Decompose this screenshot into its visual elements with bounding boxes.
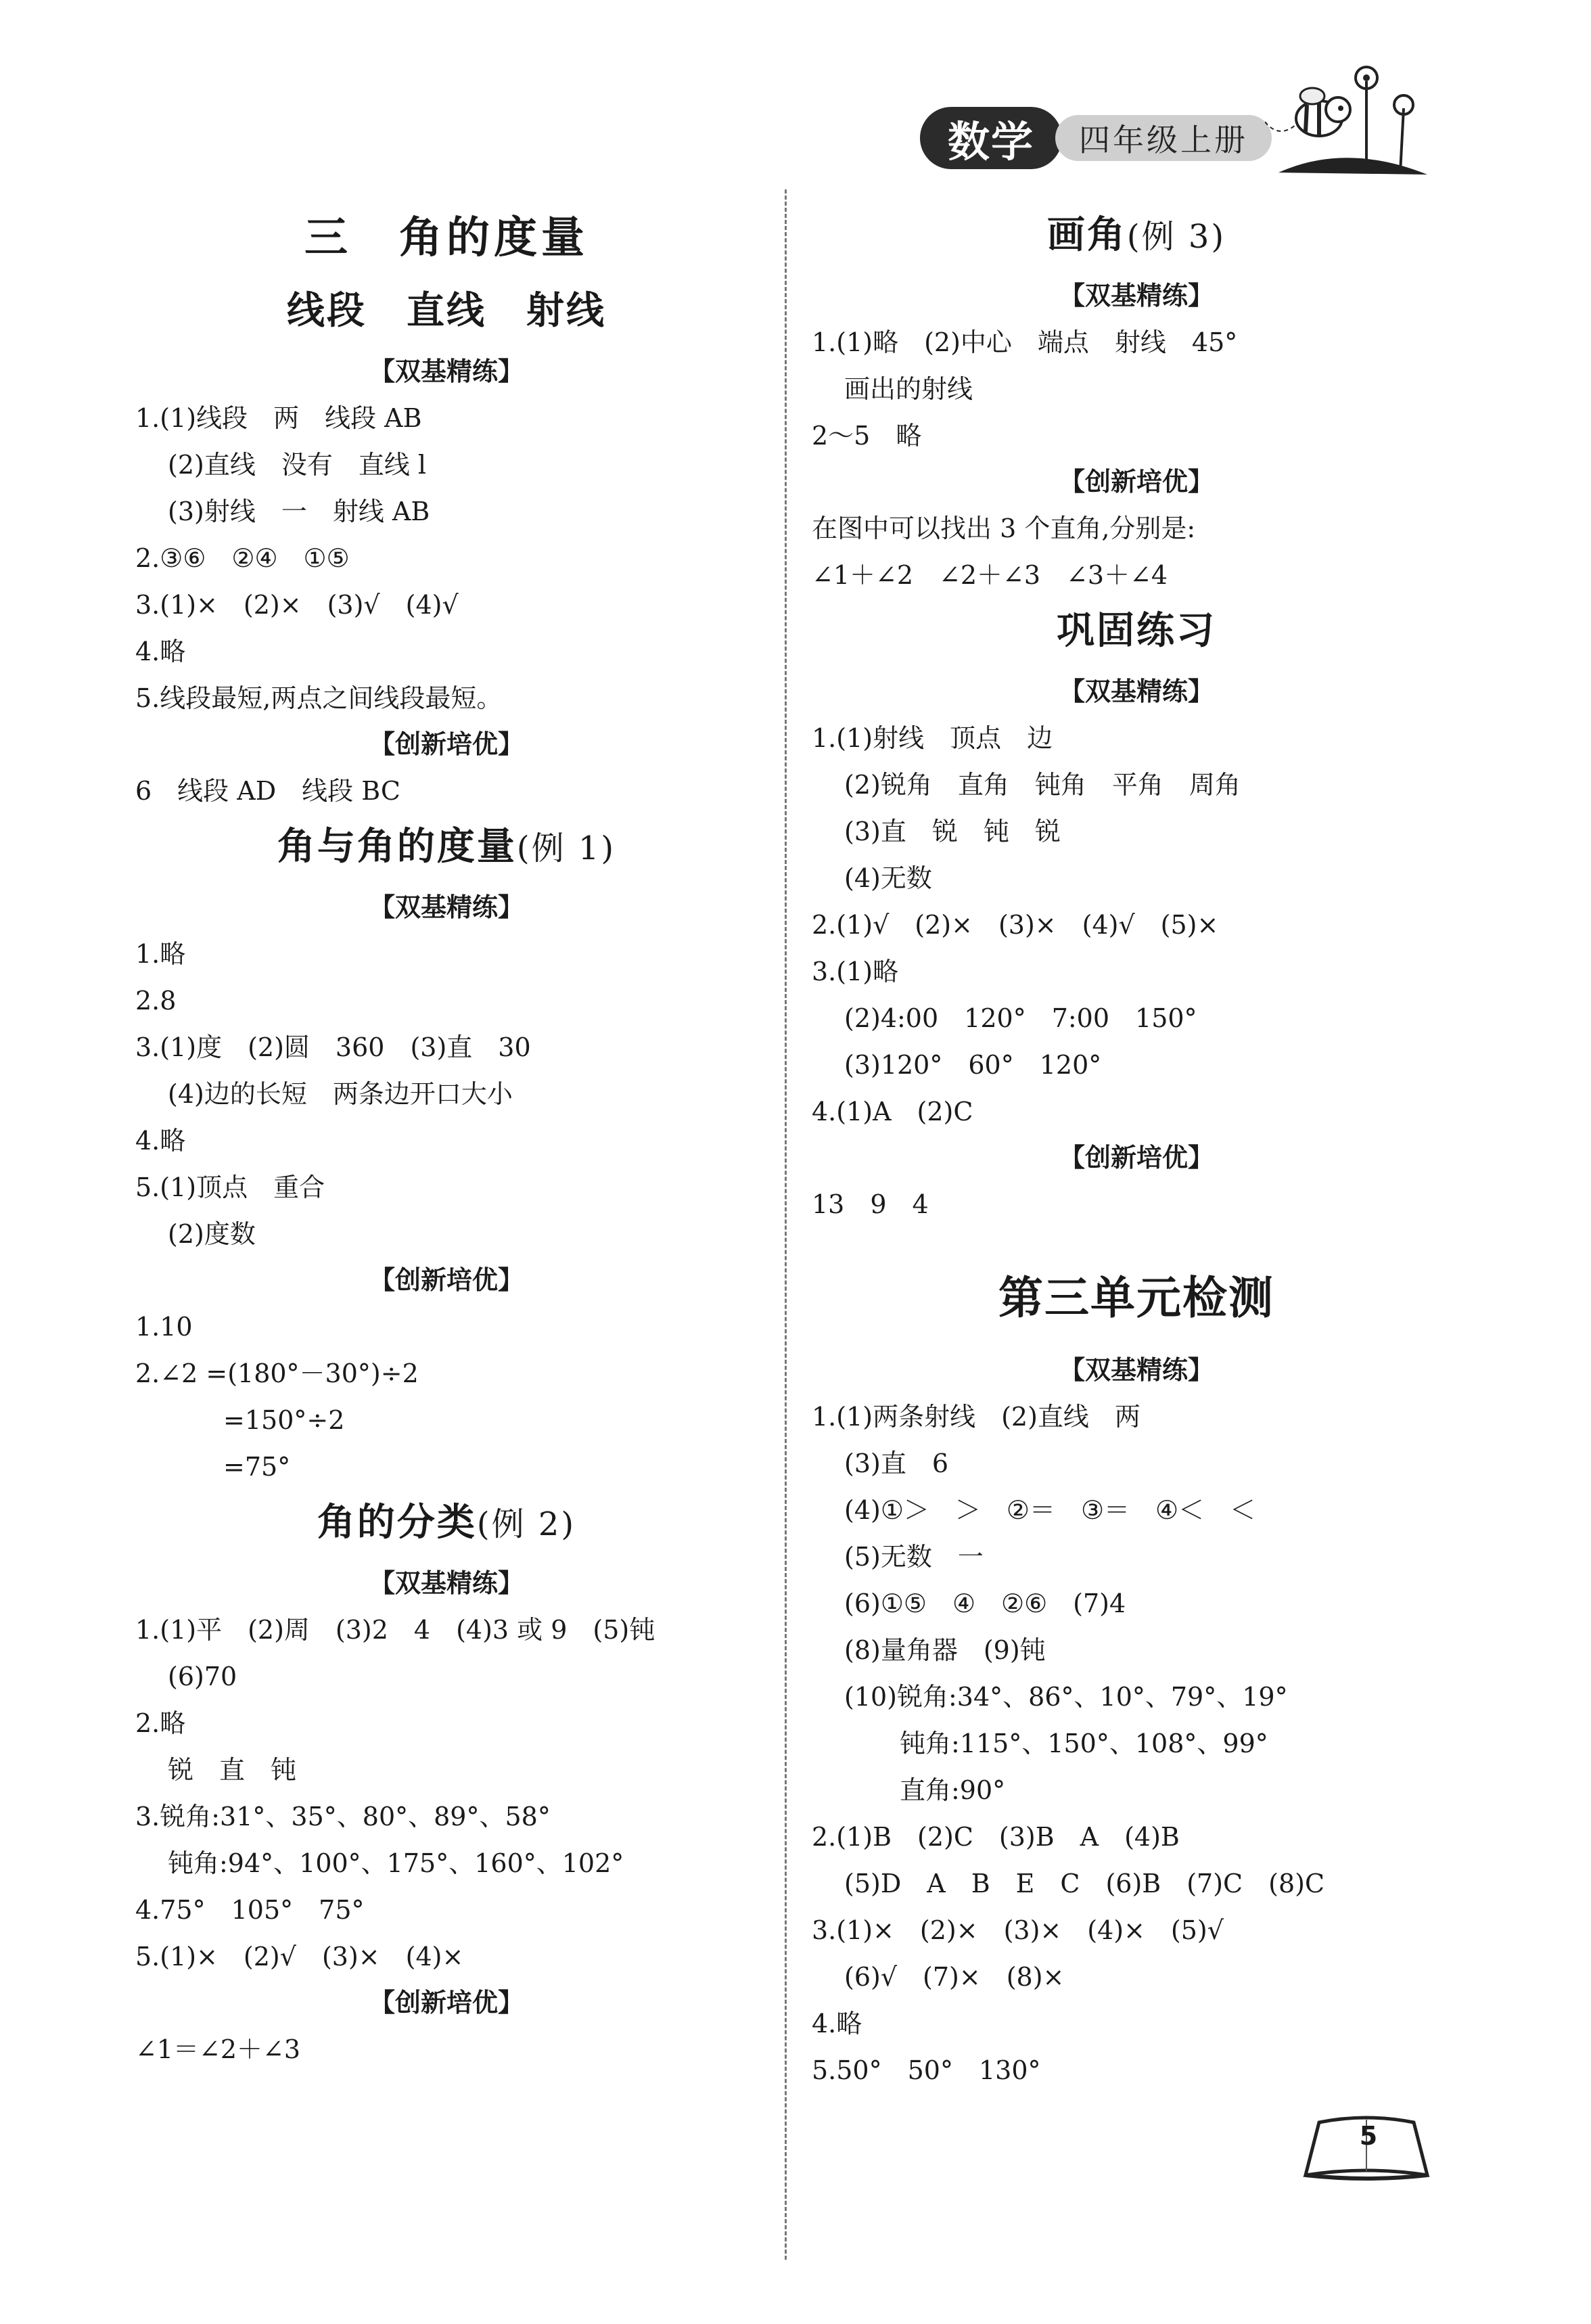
answer-line: 1.(1)线段 两 线段 AB <box>135 403 422 433</box>
section-tag: 【双基精练】 <box>1059 1355 1214 1385</box>
section-title <box>135 1497 758 1550</box>
answer-line: (6)70 <box>168 1662 237 1691</box>
answer-line: (10)锐角:34°、86°、10°、79°、19° <box>844 1682 1288 1712</box>
section-title <box>135 821 758 874</box>
bee-flower-icon <box>1265 54 1434 183</box>
section-title-text: 画角 <box>1046 213 1127 257</box>
answer-line: 3.(1)度 (2)圆 360 (3)直 30 <box>135 1032 531 1062</box>
answer-line: 5.(1)× (2)√ (3)× (4)× <box>135 1942 464 1972</box>
page-header <box>920 54 1434 183</box>
section-example: (例 1) <box>516 829 616 867</box>
answer-line: 4.略 <box>135 1126 186 1156</box>
section-tag: 【双基精练】 <box>369 892 524 922</box>
section-title-text: 角的分类 <box>317 1501 477 1545</box>
answer-line: 2.③⑥ ②④ ①⑤ <box>135 543 350 573</box>
section-tag: 【创新培优】 <box>1059 1143 1214 1172</box>
answer-line: (6)√ (7)× (8)× <box>844 1962 1065 1992</box>
answer-line: (3)射线 一 射线 AB <box>168 497 430 526</box>
answer-line: 4.略 <box>135 637 186 666</box>
answer-line: 3.(1)略 <box>812 957 899 986</box>
section-tag: 【双基精练】 <box>369 357 524 386</box>
answer-line: 1.(1)射线 顶点 边 <box>812 723 1053 753</box>
answer-line: 2.(1)√ (2)× (3)× (4)√ (5)× <box>812 910 1219 940</box>
grade-badge: 四年级上册 <box>1055 115 1272 161</box>
section-tag: 【创新培优】 <box>369 1265 524 1295</box>
answer-line: =150°÷2 <box>223 1405 345 1435</box>
section-title <box>812 210 1461 263</box>
unit-test-title: 第三单元检测 <box>998 1272 1274 1324</box>
answer-line: (4)①＞ ＞ ②＝ ③＝ ④＜ ＜ <box>844 1495 1256 1525</box>
chapter-title: 三 角的度量 <box>304 213 589 263</box>
section-tag: 【双基精练】 <box>1059 677 1214 706</box>
answer-line: 13 9 4 <box>812 1189 929 1219</box>
answer-line: 钝角:94°、100°、175°、160°、102° <box>168 1848 624 1878</box>
section-title-text: 线段 直线 射线 <box>287 289 606 333</box>
answer-line: 6 线段 AD 线段 BC <box>135 776 400 806</box>
answer-line: 4.略 <box>812 2009 862 2038</box>
answer-line: (3)直 6 <box>844 1449 949 1478</box>
answer-line: 2.∠2 =(180°－30°)÷2 <box>135 1359 419 1388</box>
answer-line: (2)锐角 直角 钝角 平角 周角 <box>844 770 1241 800</box>
answer-line: (2)度数 <box>168 1219 256 1249</box>
answer-line: (5)D A B E C (6)B (7)C (8)C <box>844 1869 1325 1898</box>
answer-line: 3.锐角:31°、35°、80°、89°、58° <box>135 1802 551 1831</box>
answer-line: ∠1＋∠2 ∠2＋∠3 ∠3＋∠4 <box>812 560 1168 590</box>
section-tag: 【双基精练】 <box>1059 281 1214 311</box>
answer-line: 锐 直 钝 <box>168 1755 297 1785</box>
answer-line: (8)量角器 (9)钝 <box>844 1635 1046 1665</box>
answer-line: 2.略 <box>135 1708 186 1738</box>
answer-line: 1.(1)平 (2)周 (3)2 4 (4)3 或 9 (5)钝 <box>135 1615 655 1645</box>
answer-line: 5.50° 50° 130° <box>812 2055 1041 2085</box>
answer-line: 3.(1)× (2)× (3)× (4)× (5)√ <box>812 1915 1224 1945</box>
answer-line: 5.线段最短,两点之间线段最短。 <box>135 683 503 713</box>
section-tag: 【创新培优】 <box>369 729 524 759</box>
answer-line: 4.75° 105° 75° <box>135 1895 365 1925</box>
answer-line: 在图中可以找出 3 个直角,分别是: <box>812 514 1196 543</box>
section-tag: 【双基精练】 <box>369 1568 524 1598</box>
answer-line: 1.(1)略 (2)中心 端点 射线 45° <box>812 327 1238 357</box>
left-column <box>135 203 758 2073</box>
answer-line: 5.(1)顶点 重合 <box>135 1172 325 1202</box>
answer-line: (6)①⑤ ④ ②⑥ (7)4 <box>844 1589 1126 1618</box>
answer-line: 1.略 <box>135 939 186 969</box>
answer-line: ∠1＝∠2＋∠3 <box>135 2034 301 2064</box>
answer-line: (2)4:00 120° 7:00 150° <box>844 1003 1197 1033</box>
answer-line: (4)边的长短 两条边开口大小 <box>168 1079 513 1109</box>
answer-line: 画出的射线 <box>844 374 973 404</box>
answer-line: (2)直线 没有 直线 l <box>168 450 427 480</box>
answer-line: 1.(1)两条射线 (2)直线 两 <box>812 1402 1140 1432</box>
answer-line: 2～5 略 <box>812 421 922 451</box>
section-tag: 【创新培优】 <box>369 1988 524 2018</box>
column-divider <box>785 189 787 2260</box>
answer-line: (5)无数 一 <box>844 1542 984 1572</box>
section-title <box>812 606 1461 658</box>
answer-line: 直角:90° <box>900 1775 1006 1805</box>
section-example: (例 2) <box>476 1505 576 1543</box>
answer-line: 钝角:115°、150°、108°、99° <box>900 1729 1268 1758</box>
section-tag: 【创新培优】 <box>1059 467 1214 497</box>
answer-line: 4.(1)A (2)C <box>812 1097 973 1126</box>
answer-line: =75° <box>223 1452 291 1482</box>
subject-badge: 数学 <box>920 107 1062 169</box>
answer-line: 2.(1)B (2)C (3)B A (4)B <box>812 1822 1180 1852</box>
answer-line: (3)直 锐 钝 锐 <box>844 817 1061 846</box>
page-number: 5 <box>1359 2121 1378 2151</box>
answer-line: 1.10 <box>135 1312 193 1342</box>
answer-line: 2.8 <box>135 986 177 1016</box>
section-title <box>135 286 758 338</box>
section-title-text: 巩固练习 <box>1057 609 1216 653</box>
section-example: (例 3) <box>1126 218 1226 256</box>
right-column <box>812 203 1461 2094</box>
answer-line: (4)无数 <box>844 863 932 893</box>
section-title-text: 角与角的度量 <box>277 825 517 869</box>
answer-line: 3.(1)× (2)× (3)√ (4)√ <box>135 590 459 620</box>
page-number-badge <box>1299 2114 1434 2182</box>
answer-line: (3)120° 60° 120° <box>844 1050 1102 1080</box>
